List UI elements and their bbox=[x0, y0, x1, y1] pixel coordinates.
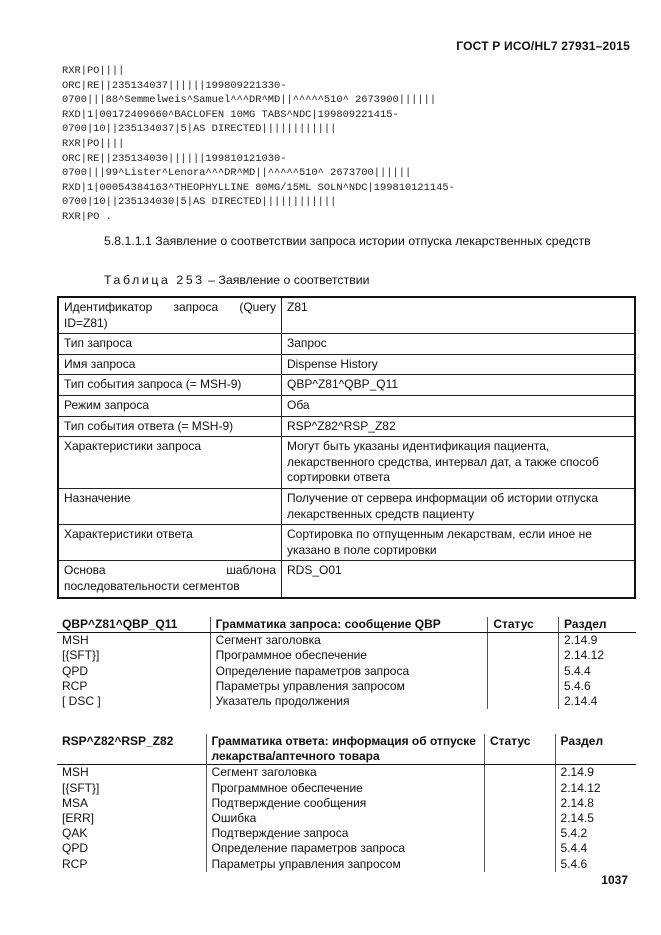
property-value: Могут быть указаны идентификация пациента, лекарственного средства, интервал дат, а также способ сортировки ответа bbox=[282, 437, 636, 489]
property-value: Получение от сервера информации об истории отпуска лекарственных средств пациенту bbox=[282, 488, 636, 524]
table-cell bbox=[488, 633, 559, 649]
table-cell: [ DSC ] bbox=[62, 694, 101, 709]
table-cell: [ERR] bbox=[62, 811, 95, 826]
table-row bbox=[58, 354, 635, 375]
header-row bbox=[57, 617, 636, 633]
column-header: RSP^Z82^RSP_Z82 bbox=[57, 734, 206, 765]
table-cell: 2.14.5 bbox=[555, 811, 636, 826]
table-row bbox=[58, 297, 635, 334]
table-cell: RCP bbox=[62, 856, 88, 871]
clause-text: Заявление о соответствии запроса истории отпуска лекарственных средств bbox=[155, 234, 591, 248]
table-row bbox=[57, 694, 636, 709]
property-value: RSP^Z82^RSP_Z82 bbox=[282, 416, 636, 437]
table-row bbox=[57, 857, 636, 872]
table-cell: RCP bbox=[62, 678, 88, 693]
table-row bbox=[57, 811, 636, 826]
code-line: RXR|PO . bbox=[62, 210, 112, 223]
table-cell: 5.4.2 bbox=[555, 826, 636, 841]
table-cell: 5.4.4 bbox=[555, 841, 636, 856]
code-line: 0700|10||235134030|5|AS DIRECTED|||||||||||| bbox=[62, 196, 337, 209]
code-line: ORC|RE||235134030||||||199810121030- bbox=[62, 152, 287, 165]
running-header: ГОСТ Р ИСО/HL7 27931–2015 bbox=[456, 39, 630, 53]
table-cell: Сегмент заголовка bbox=[206, 765, 484, 781]
table-row bbox=[58, 395, 635, 416]
table-row bbox=[57, 781, 636, 796]
hl7-message-example bbox=[62, 64, 455, 225]
table-row bbox=[57, 765, 636, 781]
table-cell: Подтверждение запроса bbox=[206, 826, 484, 841]
table-cell: Параметры управления запросом bbox=[206, 857, 484, 872]
column-header: Статус bbox=[484, 734, 555, 765]
table-row bbox=[57, 796, 636, 811]
table-cell: 2.14.12 bbox=[558, 648, 636, 663]
table-cell: Подтверждение сообщения bbox=[206, 796, 484, 811]
property-name: Характеристики запроса bbox=[58, 437, 282, 489]
page-number: 1037 bbox=[601, 873, 628, 887]
code-line: RXD|1|00172409660^BACLOFEN 10MG TABS^NDC|199809221415- bbox=[62, 108, 399, 121]
property-name: Имя запроса bbox=[58, 354, 282, 375]
table-row bbox=[58, 416, 635, 437]
table-cell bbox=[484, 796, 555, 811]
table-cell: MSH bbox=[62, 765, 89, 780]
table-cell: QPD bbox=[62, 663, 89, 678]
table-cell bbox=[484, 826, 555, 841]
column-header: Раздел bbox=[555, 734, 636, 765]
property-name: Тип события ответа (= MSH-9) bbox=[58, 416, 282, 437]
table-cell: Программное обеспечение bbox=[210, 648, 488, 663]
code-line: 0700|||88^Semmelweis^Samuel^^^DR^MD||^^^^^510^ 2673900|||||| bbox=[62, 94, 437, 107]
table-cell: 2.14.9 bbox=[558, 633, 636, 649]
table-caption bbox=[104, 273, 369, 287]
column-header: QBP^Z81^QBP_Q11 bbox=[57, 617, 210, 633]
property-value: Запрос bbox=[282, 334, 636, 355]
query-grammar-table bbox=[57, 617, 636, 709]
property-value: RDS_O01 bbox=[282, 561, 636, 598]
code-line: RXR|PO|||| bbox=[62, 65, 125, 77]
table-cell: 5.4.4 bbox=[558, 664, 636, 679]
table-row bbox=[57, 841, 636, 856]
column-header: Грамматика запроса: сообщение QBP bbox=[210, 617, 488, 633]
property-name: Основа шаблона последовательности сегментов bbox=[58, 561, 282, 598]
table-cell: 2.14.8 bbox=[555, 796, 636, 811]
table-cell: [{SFT}] bbox=[62, 780, 100, 795]
table-row bbox=[57, 679, 636, 694]
property-name: Тип события запроса (= MSH-9) bbox=[58, 375, 282, 396]
table-row bbox=[57, 633, 636, 649]
clause-paragraph bbox=[62, 229, 630, 253]
table-row bbox=[57, 648, 636, 663]
property-name: Характеристики ответа bbox=[58, 525, 282, 561]
code-line: 0700|10||235134037|5|AS DIRECTED|||||||||||| bbox=[62, 123, 337, 136]
header-row bbox=[57, 734, 636, 765]
property-value: Dispense History bbox=[282, 354, 636, 375]
response-grammar-table bbox=[57, 734, 636, 872]
table-cell bbox=[488, 694, 559, 709]
table-cell: Сегмент заголовка bbox=[210, 633, 488, 649]
table-row bbox=[57, 826, 636, 841]
property-name: Тип запроса bbox=[58, 334, 282, 355]
property-value: Оба bbox=[282, 395, 636, 416]
table-cell: [{SFT}] bbox=[62, 648, 100, 663]
conformance-statement-table bbox=[57, 296, 636, 599]
table-cell: QPD bbox=[62, 841, 89, 856]
table-cell: 2.14.12 bbox=[555, 781, 636, 796]
table-cell: Определение параметров запроса bbox=[210, 664, 488, 679]
table-row bbox=[58, 334, 635, 355]
table-cell: Ошибка bbox=[206, 811, 484, 826]
property-value: QBP^Z81^QBP_Q11 bbox=[282, 375, 636, 396]
table-row bbox=[58, 488, 635, 524]
property-name: Назначение bbox=[58, 488, 282, 524]
table-cell: Определение параметров запроса bbox=[206, 841, 484, 856]
code-line: ORC|RE||235134037||||||199809221330- bbox=[62, 79, 287, 92]
table-cell bbox=[484, 765, 555, 781]
table-cell: Программное обеспечение bbox=[206, 781, 484, 796]
table-cell: Указатель продолжения bbox=[210, 694, 488, 709]
column-header: Грамматика ответа: информация об отпуске лекарства/аптечного товара bbox=[206, 734, 484, 765]
table-cell: QAK bbox=[62, 826, 88, 841]
table-row bbox=[57, 664, 636, 679]
table-cell: 2.14.9 bbox=[555, 765, 636, 781]
table-cell bbox=[484, 857, 555, 872]
column-header: Раздел bbox=[558, 617, 636, 633]
table-row bbox=[58, 561, 635, 598]
code-line: RXD|1|00054384163^THEOPHYLLINE 80MG/15ML SOLN^NDC|199810121145- bbox=[62, 181, 455, 194]
table-cell bbox=[484, 781, 555, 796]
table-row bbox=[58, 375, 635, 396]
table-row bbox=[58, 525, 635, 561]
table-cell: 5.4.6 bbox=[555, 857, 636, 872]
table-cell bbox=[488, 648, 559, 663]
clause-number: 5.8.1.1.1 bbox=[104, 234, 152, 248]
table-caption-title: – Заявление о соответствии bbox=[204, 273, 370, 287]
table-cell bbox=[484, 841, 555, 856]
table-cell bbox=[484, 811, 555, 826]
table-cell: 2.14.4 bbox=[558, 694, 636, 709]
code-line: 0700|||99^Lister^Lenora^^^DR^MD||^^^^^510^ 2673700|||||| bbox=[62, 167, 412, 180]
table-cell bbox=[488, 664, 559, 679]
property-name: Режим запроса bbox=[58, 395, 282, 416]
code-line: RXR|PO|||| bbox=[62, 137, 125, 150]
table-caption-label: Таблица 253 bbox=[104, 273, 205, 287]
table-cell: MSA bbox=[62, 795, 89, 810]
property-value: Z81 bbox=[282, 297, 636, 334]
table-cell: 5.4.6 bbox=[558, 679, 636, 694]
column-header: Статус bbox=[488, 617, 559, 633]
table-cell bbox=[488, 679, 559, 694]
table-cell: Параметры управления запросом bbox=[210, 679, 488, 694]
table-cell: MSH bbox=[62, 633, 89, 648]
table-row bbox=[58, 437, 635, 489]
property-name: Идентификатор запроса (Query ID=Z81) bbox=[58, 297, 282, 334]
property-value: Сортировка по отпущенным лекарствам, если иное не указано в поле сортировки bbox=[282, 525, 636, 561]
